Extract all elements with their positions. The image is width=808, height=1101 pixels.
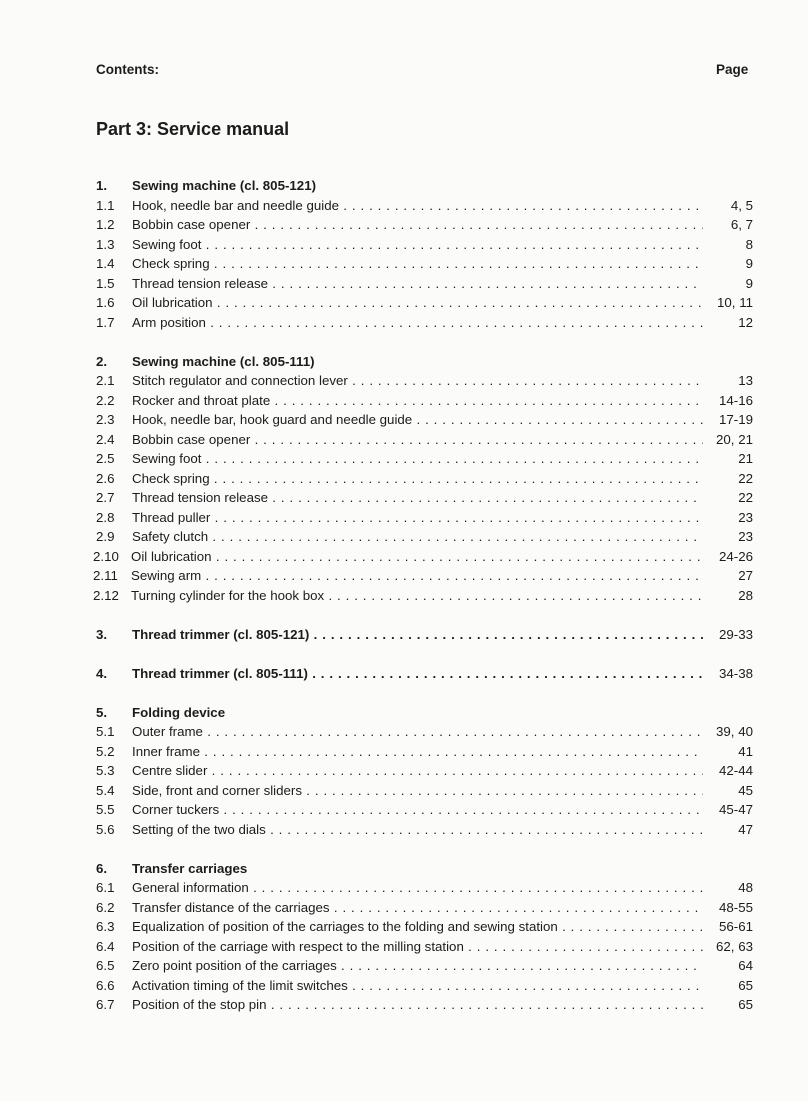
- section-number: 4.: [96, 665, 108, 681]
- entry-number: 6.1: [96, 880, 115, 895]
- toc-entry: [0, 917, 808, 937]
- entry-number: 2.10: [93, 548, 119, 564]
- toc-entry: [0, 781, 808, 801]
- toc-entry: [0, 371, 808, 391]
- section-number: 3.: [96, 626, 108, 642]
- entry-title: Activation timing of the limit switches . . .: [132, 976, 703, 996]
- entry-title: Oil lubrication . . .: [132, 293, 703, 313]
- entry-number: 2.8: [96, 509, 115, 525]
- page-number: 24-26: [718, 548, 753, 564]
- page-number: 21: [738, 451, 753, 466]
- entry-title: Sewing arm . . .: [131, 566, 703, 586]
- toc-entry: [0, 995, 808, 1015]
- section-title: Sewing machine (cl. 805-111): [132, 353, 315, 369]
- page-number: 45: [738, 782, 753, 798]
- toc-entry: [0, 430, 808, 450]
- entry-title: Inner frame . . .: [132, 742, 703, 762]
- entry-number: 1.5: [96, 275, 115, 291]
- toc-section-heading: [0, 625, 808, 645]
- toc-entry: [0, 313, 808, 333]
- toc-entry: [0, 820, 808, 840]
- section-title: Thread trimmer (cl. 805-121) . . .: [132, 625, 703, 645]
- page-number: 65: [738, 977, 753, 993]
- toc-entry: [0, 722, 808, 742]
- entry-number: 1.2: [96, 217, 115, 232]
- toc-section-heading: [0, 664, 808, 684]
- toc-entry: [0, 800, 808, 820]
- toc-entry: [0, 761, 808, 781]
- entry-title: Rocker and throat plate . . .: [132, 391, 703, 411]
- entry-number: 1.1: [96, 197, 115, 213]
- entry-number: 2.12: [93, 587, 119, 603]
- toc-entry: [0, 274, 808, 294]
- page-number: 22: [738, 470, 753, 486]
- entry-number: 2.5: [96, 451, 115, 466]
- toc-entry: [0, 293, 808, 313]
- entry-number: 5.1: [96, 724, 115, 739]
- entry-title: Transfer distance of the carriages . . .: [132, 898, 703, 918]
- entry-number: 5.5: [96, 802, 115, 817]
- toc-entry: [0, 586, 808, 606]
- toc-entry: [0, 254, 808, 274]
- page-number: 17-19: [718, 412, 753, 427]
- toc-section-heading: [0, 703, 808, 723]
- entry-title: Turning cylinder for the hook box . . .: [131, 586, 703, 606]
- entry-number: 2.3: [96, 412, 115, 427]
- entry-number: 6.5: [96, 958, 115, 973]
- section-gap: [0, 332, 808, 352]
- page-number: 12: [738, 314, 753, 330]
- entry-title: Position of the carriage with respect to the milling station . . .: [132, 937, 703, 957]
- toc-entry: [0, 547, 808, 567]
- toc-entry: [0, 235, 808, 255]
- entry-title: Stitch regulator and connection lever . . .: [132, 371, 703, 391]
- section-gap: [0, 644, 808, 664]
- page-column-label: Page: [716, 62, 749, 77]
- entry-title: Hook, needle bar, hook guard and needle guide . . .: [132, 410, 703, 430]
- section-title: Folding device: [132, 704, 226, 720]
- section-gap: [0, 683, 808, 703]
- toc-entry: [0, 469, 808, 489]
- entry-title: Sewing foot . . .: [132, 449, 703, 469]
- page-number: 48: [738, 880, 753, 895]
- page-number: 39, 40: [716, 724, 753, 739]
- section-title: Transfer carriages: [132, 860, 248, 876]
- page-number: 23: [738, 509, 753, 525]
- section-gap: [0, 839, 808, 859]
- entry-title: Corner tuckers . . .: [132, 800, 703, 820]
- page-number: 65: [738, 997, 753, 1012]
- entry-number: 6.6: [96, 977, 115, 993]
- page-number: 34-38: [718, 665, 753, 681]
- entry-title: General information . . .: [132, 878, 703, 898]
- page-number: 27: [738, 568, 753, 583]
- entry-number: 2.2: [96, 392, 115, 408]
- section-number: 2.: [96, 353, 108, 369]
- entry-number: 2.7: [96, 490, 115, 505]
- section-title: Thread trimmer (cl. 805-111) . . .: [132, 664, 703, 684]
- entry-title: Sewing foot . . .: [132, 235, 703, 255]
- toc-entry: [0, 898, 808, 918]
- entry-title: Bobbin case opener . . .: [132, 215, 703, 235]
- entry-title: Thread tension release . . .: [132, 488, 703, 508]
- entry-title: Side, front and corner sliders . . .: [132, 781, 703, 801]
- toc-entry: [0, 488, 808, 508]
- section-number: 1.: [96, 178, 108, 193]
- entry-number: 2.4: [96, 431, 115, 447]
- entry-title: Hook, needle bar and needle guide . . .: [132, 196, 703, 216]
- page-number: 22: [738, 490, 753, 505]
- entry-title: Check spring . . .: [132, 254, 703, 274]
- toc-entry: [0, 508, 808, 528]
- toc-entry: [0, 566, 808, 586]
- page-number: 45-47: [718, 802, 753, 817]
- toc-entry: [0, 391, 808, 411]
- toc-entry: [0, 878, 808, 898]
- entry-title: Setting of the two dials . . .: [132, 820, 703, 840]
- entry-number: 6.3: [96, 919, 115, 934]
- section-gap: [0, 605, 808, 625]
- page-number: 23: [738, 529, 753, 544]
- toc-entry: [0, 976, 808, 996]
- page-number: 47: [738, 821, 753, 837]
- section-title: Sewing machine (cl. 805-121): [132, 178, 317, 193]
- entry-title: Equalization of position of the carriages to the folding and sewing station . . .: [132, 917, 703, 937]
- page-number: 9: [745, 275, 753, 291]
- page-number: 4, 5: [730, 197, 753, 213]
- entry-title: Zero point position of the carriages . . .: [132, 956, 703, 976]
- page-number: 29-33: [718, 626, 753, 642]
- toc-section-heading: [0, 859, 808, 879]
- page-number: 13: [738, 373, 753, 388]
- page-number: 62, 63: [716, 938, 753, 954]
- entry-number: 1.3: [96, 236, 115, 252]
- page-number: 41: [738, 743, 753, 759]
- toc-entry: [0, 937, 808, 957]
- entry-number: 1.6: [96, 295, 115, 310]
- entry-number: 6.2: [96, 899, 115, 915]
- entry-title: Bobbin case opener . . .: [132, 430, 703, 450]
- entry-title: Check spring . . .: [132, 469, 703, 489]
- entry-number: 2.11: [93, 568, 118, 583]
- entry-title: Oil lubrication . . .: [131, 547, 703, 567]
- entry-number: 6.7: [96, 997, 115, 1012]
- entry-number: 6.4: [96, 938, 115, 954]
- toc-entry: [0, 196, 808, 216]
- entry-title: Thread puller . . .: [132, 508, 703, 528]
- page-number: 28: [738, 587, 753, 603]
- contents-label: Contents:: [96, 62, 159, 77]
- entry-number: 5.6: [96, 821, 115, 837]
- entry-number: 2.1: [96, 373, 115, 388]
- toc-entry: [0, 410, 808, 430]
- entry-title: Outer frame . . .: [132, 722, 703, 742]
- page-number: 9: [745, 256, 753, 271]
- entry-number: 2.9: [96, 529, 115, 544]
- toc-entry: [0, 527, 808, 547]
- page-number: 42-44: [718, 763, 753, 778]
- entry-number: 5.4: [96, 782, 115, 798]
- entry-number: 1.4: [96, 256, 115, 271]
- entry-number: 5.2: [96, 743, 115, 759]
- table-of-contents: [0, 176, 808, 1015]
- page-number: 8: [745, 236, 753, 252]
- toc-entry: [0, 956, 808, 976]
- toc-section-heading: [0, 352, 808, 372]
- entry-title: Thread tension release . . .: [132, 274, 703, 294]
- page-number: 14-16: [718, 392, 753, 408]
- entry-title: Safety clutch . . .: [132, 527, 703, 547]
- entry-title: Centre slider . . .: [132, 761, 703, 781]
- entry-title: Arm position . . .: [132, 313, 703, 333]
- page-title: Part 3: Service manual: [96, 119, 290, 139]
- entry-number: 2.6: [96, 470, 115, 486]
- toc-entry: [0, 215, 808, 235]
- page-number: 6, 7: [730, 217, 753, 232]
- entry-number: 5.3: [96, 763, 115, 778]
- page-number: 10, 11: [717, 295, 753, 310]
- page-number: 64: [738, 958, 753, 973]
- toc-entry: [0, 742, 808, 762]
- entry-title: Position of the stop pin . . .: [132, 995, 703, 1015]
- section-number: 5.: [96, 704, 108, 720]
- toc-entry: [0, 449, 808, 469]
- page-number: 20, 21: [716, 431, 753, 447]
- entry-number: 1.7: [96, 314, 115, 330]
- section-number: 6.: [96, 860, 108, 876]
- page-number: 48-55: [718, 899, 753, 915]
- page-number: 56-61: [718, 919, 753, 934]
- toc-section-heading: [0, 176, 808, 196]
